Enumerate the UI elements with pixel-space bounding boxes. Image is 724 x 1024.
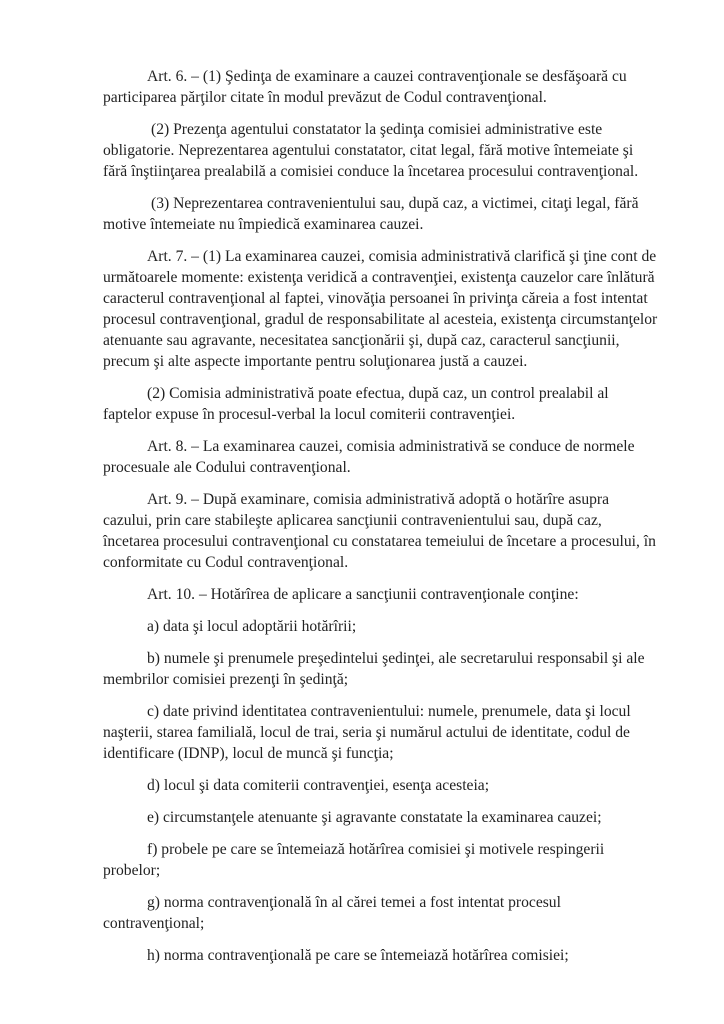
art7-para1: Art. 7. – (1) La examinarea cauzei, comisia administrativă clarifică şi ţine cont de următoarele momente: existenţa veridică a contravenţiei, existenţa cauzelor care înlătură caracterul contravenţional al faptei, vinovăţia persoanei în privinţa căreia a fost intentat procesul contravenţional, gradul de responsabilitate al acesteia, existenţa circumstanţelor atenuante sau agravante, necesitatea sancţionării şi, după caz, caracterul sancţiunii, precum şi alte aspecte importante pentru soluţionarea justă a cauzei. [103, 248, 658, 370]
art10-item-g: g) norma contravenţională în al cărei temei a fost intentat procesul contravenţional; [103, 894, 561, 932]
art6-para1: Art. 6. – (1) Şedinţa de examinare a cauzei contravenţionale se desfăşoară cu participarea părţilor citate în modul prevăzut de Codul contravenţional. [103, 68, 627, 106]
art6-para2: (2) Prezenţa agentului constatator la şedinţa comisiei administrative este obligatorie. Neprezentarea agentului constatator, citat legal, fără motive întemeiate şi fără înştiinţarea prealabilă a comisiei conduce la încetarea procesului contravenţional. [103, 121, 639, 180]
art10-item-d: d) locul şi data comiterii contravenţiei, esenţa acesteia; [147, 777, 490, 794]
art8-para: Art. 8. – La examinarea cauzei, comisia administrativă se conduce de normele procesuale ale Codului contravenţional. [103, 438, 635, 476]
art7-para2: (2) Comisia administrativă poate efectua, după caz, un control prealabil al faptelor expuse în procesul-verbal la locul comiterii contravenţiei. [103, 385, 609, 423]
art10-item-a: a) data şi locul adoptării hotărîrii; [147, 618, 357, 635]
art10-intro: Art. 10. – Hotărîrea de aplicare a sancţiunii contravenţionale conţine: [147, 586, 579, 603]
art10-item-h: h) norma contravenţională pe care se întemeiază hotărîrea comisiei; [147, 947, 569, 964]
document-page [103, 66, 659, 977]
art10-item-f: f) probele pe care se întemeiază hotărîrea comisiei şi motivele respingerii probelor; [103, 841, 605, 879]
art10-item-c: c) date privind identitatea contravenientului: numele, prenumele, data şi locul naşterii, starea familială, locul de trai, seria şi numărul actului de identitate, codul de identificare (IDNP), locul de muncă şi funcţia; [103, 703, 631, 762]
art6-para3: (3) Neprezentarea contravenientului sau, după caz, a victimei, citaţi legal, fără motive întemeiate nu împiedică examinarea cauzei. [103, 195, 639, 233]
art10-item-b: b) numele şi prenumele preşedintelui şedinţei, ale secretarului responsabil şi ale membrilor comisiei prezenţi în şedinţă; [103, 650, 645, 688]
art10-item-e: e) circumstanţele atenuante şi agravante constatate la examinarea cauzei; [147, 809, 602, 826]
art9-para: Art. 9. – După examinare, comisia administrativă adoptă o hotărîre asupra cazului, prin care stabileşte aplicarea sancţiunii contravenientului sau, după caz, încetarea procesului contravenţional cu constatarea temeiului de încetare a procesului, în conformitate cu Codul contravenţional. [103, 491, 656, 571]
